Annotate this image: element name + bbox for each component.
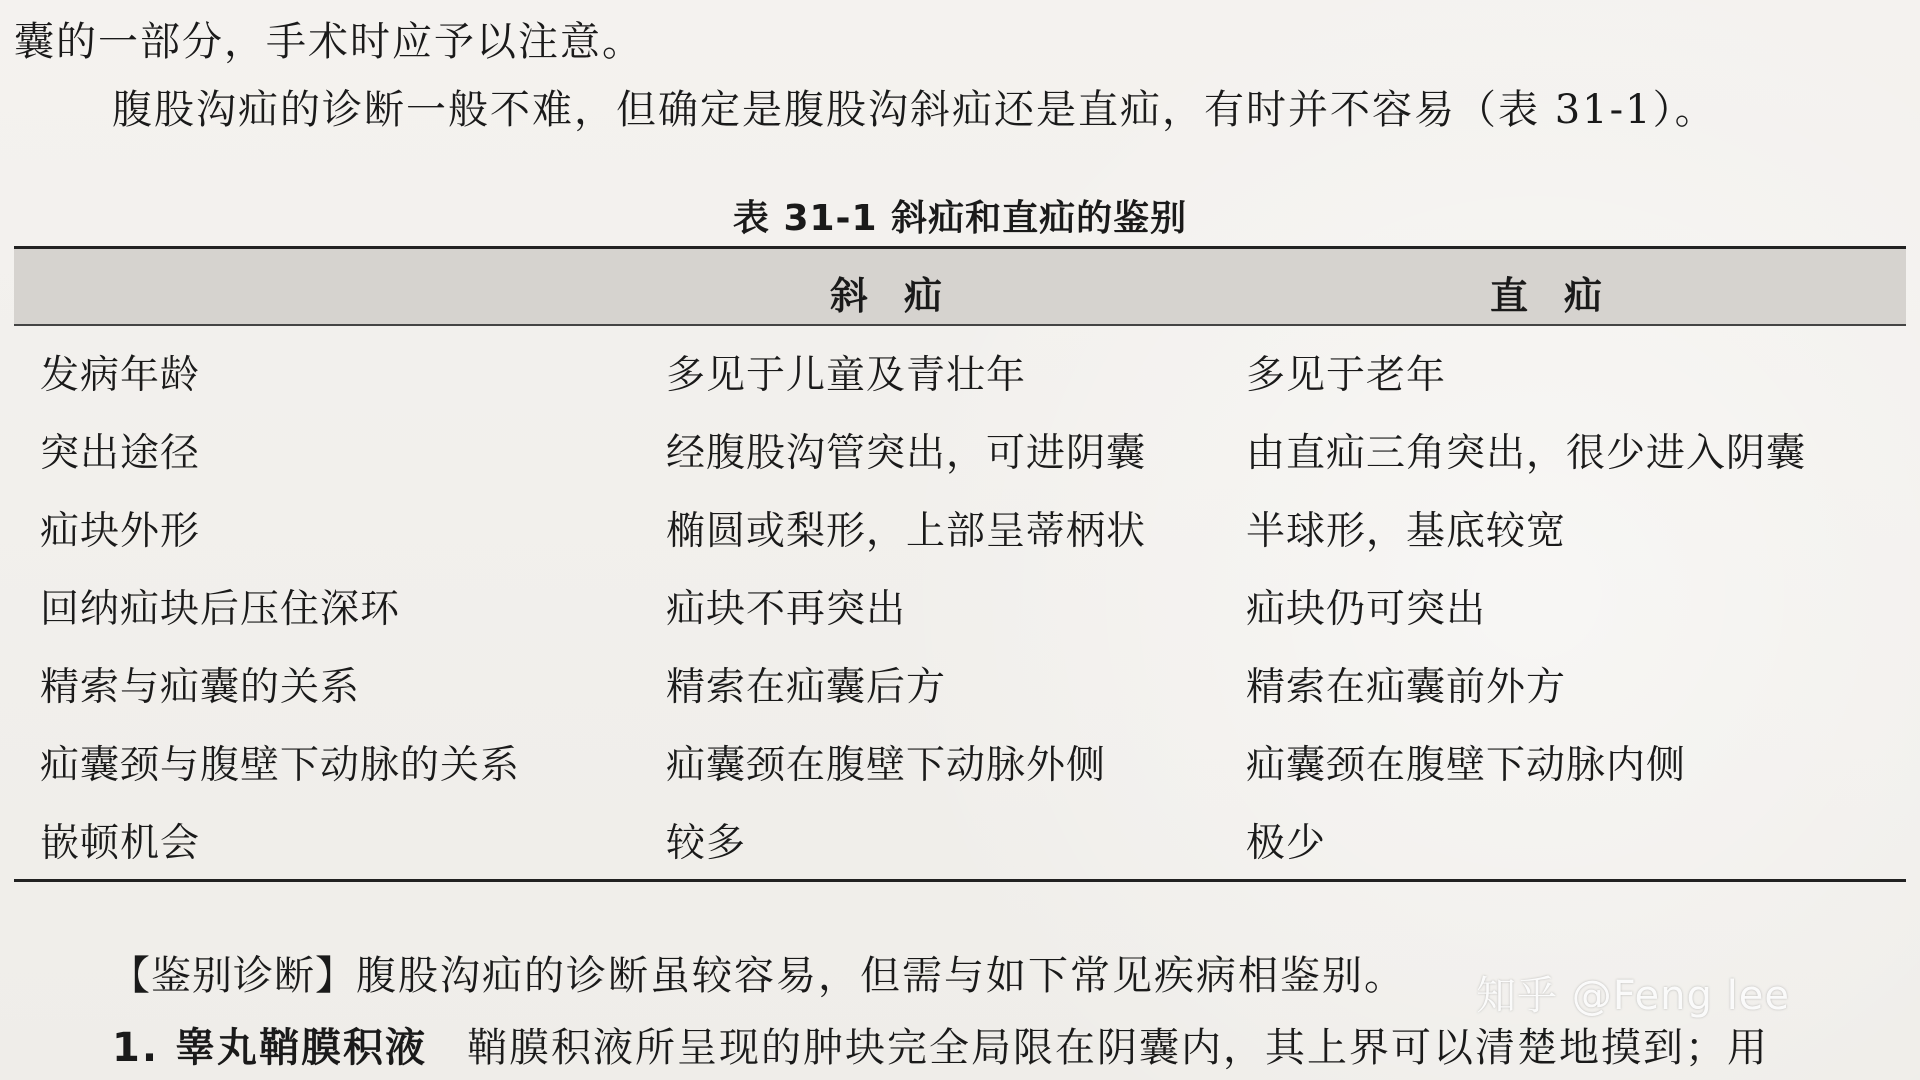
row-oblique-value: 疝囊颈在腹壁下动脉外侧 <box>666 743 1107 788</box>
row-direct-value: 由直疝三角突出，很少进入阴囊 <box>1246 431 1807 476</box>
watermark: 知乎 @Feng lee <box>1476 973 1790 1019</box>
table-header-oblique-hernia: 斜疝 <box>830 274 979 318</box>
row-direct-value: 疝囊颈在腹壁下动脉内侧 <box>1246 743 1687 788</box>
row-feature: 嵌顿机会 <box>40 821 201 866</box>
differential-item-1 <box>112 1016 1769 1073</box>
item-1-title: 1. 睾丸鞘膜积液 <box>112 1025 427 1071</box>
row-feature: 精索与疝囊的关系 <box>40 665 361 710</box>
table-header-rule <box>14 324 1906 326</box>
table-row <box>14 328 1906 406</box>
row-oblique-value: 较多 <box>666 821 747 866</box>
table-header-row <box>14 249 1906 324</box>
table-row <box>14 484 1906 562</box>
differential-diagnosis-heading: 【鉴别诊断】 <box>110 953 356 999</box>
row-direct-value: 多见于老年 <box>1246 353 1447 398</box>
row-oblique-value: 疝块不再突出 <box>666 587 907 632</box>
differential-diagnosis-text: 腹股沟疝的诊断虽较容易，但需与如下常见疾病相鉴别。 <box>356 953 1406 999</box>
table-row <box>14 640 1906 718</box>
table-bottom-rule <box>14 879 1906 882</box>
row-feature: 回纳疝块后压住深环 <box>40 587 401 632</box>
row-feature: 突出途径 <box>40 431 201 476</box>
table-header-direct-hernia: 直疝 <box>1490 274 1639 318</box>
differential-diagnosis-paragraph <box>110 944 1406 1001</box>
row-direct-value: 疝块仍可突出 <box>1246 587 1487 632</box>
table-row <box>14 796 1906 874</box>
row-oblique-value: 多见于儿童及青壮年 <box>666 353 1027 398</box>
paragraph-intro: 腹股沟疝的诊断一般不难，但确定是腹股沟斜疝还是直疝，有时并不容易（表 31-1）。 <box>112 87 1717 133</box>
row-direct-value: 半球形，基底较宽 <box>1246 509 1567 554</box>
row-feature: 疝囊颈与腹壁下动脉的关系 <box>40 743 521 788</box>
item-1-text: 鞘膜积液所呈现的肿块完全局限在阴囊内，其上界可以清楚地摸到；用 <box>466 1025 1769 1071</box>
table-caption: 表 31-1 斜疝和直疝的鉴别 <box>732 198 1188 239</box>
row-direct-value: 精索在疝囊前外方 <box>1246 665 1567 710</box>
row-oblique-value: 精索在疝囊后方 <box>666 665 947 710</box>
paragraph-continuation: 囊的一部分，手术时应予以注意。 <box>14 19 644 65</box>
table-row <box>14 562 1906 640</box>
table-row <box>14 718 1906 796</box>
row-feature: 疝块外形 <box>40 509 201 554</box>
row-oblique-value: 经腹股沟管突出，可进阴囊 <box>666 431 1147 476</box>
row-feature: 发病年龄 <box>40 353 201 398</box>
table-row <box>14 406 1906 484</box>
row-direct-value: 极少 <box>1246 821 1327 866</box>
comparison-table <box>14 246 1906 882</box>
row-oblique-value: 椭圆或梨形，上部呈蒂柄状 <box>666 509 1147 554</box>
